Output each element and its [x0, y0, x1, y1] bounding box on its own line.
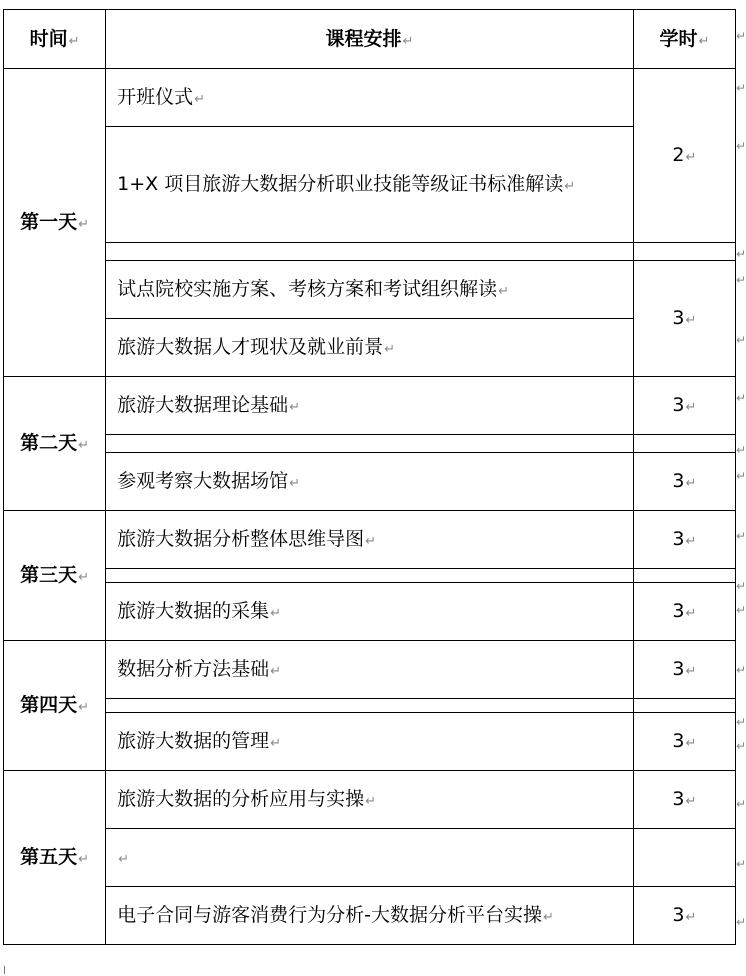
row-end-mark-icon: ↵ — [736, 247, 746, 261]
empty-cell — [106, 699, 634, 713]
table-row — [4, 319, 736, 377]
spacer-row — [4, 243, 736, 261]
paragraph-mark-icon: ↵ — [78, 852, 90, 867]
table-row — [4, 887, 736, 945]
day-cell: 第四天↵ — [4, 641, 106, 771]
empty-cell — [106, 243, 634, 261]
paragraph-mark-icon: ↵ — [289, 400, 301, 415]
paragraph-mark-icon: ↵ — [685, 534, 697, 549]
paragraph-mark-icon: ↵ — [78, 438, 90, 453]
row-end-mark-icon: ↵ — [736, 139, 746, 153]
paragraph-mark-icon: ↵ — [698, 33, 710, 49]
paragraph-mark-icon: ↵ — [402, 33, 414, 49]
paragraph-mark-icon: ↵ — [289, 476, 301, 491]
row-end-mark-icon: ↵ — [736, 333, 746, 347]
course-cell: 旅游大数据的采集↵ — [106, 583, 634, 641]
paragraph-mark-icon: ↵ — [118, 852, 130, 867]
row-end-mark-icon: ↵ — [736, 739, 746, 753]
table-row — [4, 511, 736, 569]
row-end-mark-icon: ↵ — [736, 797, 746, 811]
cursor-mark — [4, 966, 5, 974]
table-row — [4, 641, 736, 699]
row-end-mark-icon: ↵ — [736, 29, 746, 43]
table-row — [4, 127, 736, 243]
table-row — [4, 771, 736, 829]
paragraph-mark-icon: ↵ — [685, 606, 697, 621]
row-end-mark-icon: ↵ — [736, 391, 746, 405]
paragraph-mark-icon: ↵ — [685, 794, 697, 809]
course-cell: 旅游大数据的分析应用与实操↵ — [106, 771, 634, 829]
hours-cell: 3↵ — [633, 771, 735, 829]
row-end-mark-icon: ↵ — [736, 529, 746, 543]
hours-cell: 3↵ — [633, 887, 735, 945]
table-row — [4, 377, 736, 435]
paragraph-mark-icon: ↵ — [498, 284, 510, 299]
table-header-row — [4, 10, 736, 69]
hours-cell: 3↵ — [633, 641, 735, 699]
hours-cell: 3↵ — [633, 583, 735, 641]
course-cell: 参观考察大数据场馆↵ — [106, 453, 634, 511]
day-cell: 第二天↵ — [4, 377, 106, 511]
row-end-mark-icon: ↵ — [736, 81, 746, 95]
paragraph-mark-icon: ↵ — [384, 342, 396, 357]
paragraph-mark-icon: ↵ — [78, 700, 90, 715]
course-schedule-table — [3, 9, 736, 945]
empty-cell — [106, 569, 634, 583]
table-row — [4, 453, 736, 511]
paragraph-mark-icon: ↵ — [78, 570, 90, 585]
spacer-row — [4, 699, 736, 713]
table-row — [4, 829, 736, 887]
course-cell: 旅游大数据分析整体思维导图↵ — [106, 511, 634, 569]
table-row — [4, 583, 736, 641]
course-cell: 试点院校实施方案、考核方案和考试组织解读↵ — [106, 261, 634, 319]
paragraph-mark-icon: ↵ — [194, 92, 206, 107]
day-cell: 第三天↵ — [4, 511, 106, 641]
paragraph-mark-icon: ↵ — [270, 664, 282, 679]
table-row — [4, 713, 736, 771]
table-row — [4, 69, 736, 127]
paragraph-mark-icon: ↵ — [68, 33, 80, 49]
hours-cell: 3↵ — [633, 713, 735, 771]
paragraph-mark-icon: ↵ — [685, 664, 697, 679]
hours-cell: 3↵ — [633, 511, 735, 569]
row-end-mark-icon: ↵ — [736, 469, 746, 483]
hours-cell: 2↵ — [633, 69, 735, 243]
row-end-mark-icon: ↵ — [736, 273, 746, 287]
course-cell: 电子合同与游客消费行为分析-大数据分析平台实操↵ — [106, 887, 634, 945]
course-cell: 旅游大数据的管理↵ — [106, 713, 634, 771]
row-end-mark-icon: ↵ — [736, 603, 746, 617]
row-end-mark-icon: ↵ — [736, 857, 746, 871]
course-cell: 旅游大数据理论基础↵ — [106, 377, 634, 435]
header-course: 课程安排↵ — [106, 10, 634, 69]
hours-cell: 3↵ — [633, 261, 735, 377]
row-end-mark-icon: ↵ — [736, 579, 746, 593]
course-cell — [106, 829, 634, 887]
empty-cell — [633, 569, 735, 583]
row-end-mark-icon: ↵ — [736, 915, 746, 929]
course-cell: 1+X 项目旅游大数据分析职业技能等级证书标准解读↵ — [106, 127, 634, 243]
table-row — [4, 261, 736, 319]
paragraph-mark-icon: ↵ — [365, 794, 377, 809]
course-cell: 旅游大数据人才现状及就业前景↵ — [106, 319, 634, 377]
paragraph-mark-icon: ↵ — [685, 150, 697, 165]
empty-cell — [633, 435, 735, 453]
paragraph-mark-icon: ↵ — [685, 400, 697, 415]
spacer-row — [4, 569, 736, 583]
paragraph-mark-icon: ↵ — [685, 736, 697, 751]
paragraph-mark-icon: ↵ — [685, 313, 697, 328]
paragraph-mark-icon: ↵ — [542, 910, 554, 925]
empty-cell — [106, 435, 634, 453]
course-cell: 数据分析方法基础↵ — [106, 641, 634, 699]
day-cell: 第一天↵ — [4, 69, 106, 377]
row-end-mark-icon: ↵ — [736, 443, 746, 457]
paragraph-mark-icon: ↵ — [564, 179, 576, 194]
paragraph-mark-icon: ↵ — [78, 217, 90, 232]
course-cell: 开班仪式↵ — [106, 69, 634, 127]
day-cell: 第五天↵ — [4, 771, 106, 945]
hours-cell: 3↵ — [633, 377, 735, 435]
empty-cell — [633, 699, 735, 713]
paragraph-mark-icon: ↵ — [270, 606, 282, 621]
header-time: 时间↵ — [4, 10, 106, 69]
spacer-row — [4, 435, 736, 453]
paragraph-mark-icon: ↵ — [270, 736, 282, 751]
header-hours: 学时↵ — [633, 10, 735, 69]
empty-cell — [633, 243, 735, 261]
paragraph-mark-icon: ↵ — [685, 910, 697, 925]
row-end-mark-icon: ↵ — [736, 663, 746, 677]
empty-cell — [633, 829, 735, 887]
paragraph-mark-icon: ↵ — [685, 476, 697, 491]
hours-cell: 3↵ — [633, 453, 735, 511]
row-end-mark-icon: ↵ — [736, 715, 746, 729]
paragraph-mark-icon: ↵ — [365, 534, 377, 549]
